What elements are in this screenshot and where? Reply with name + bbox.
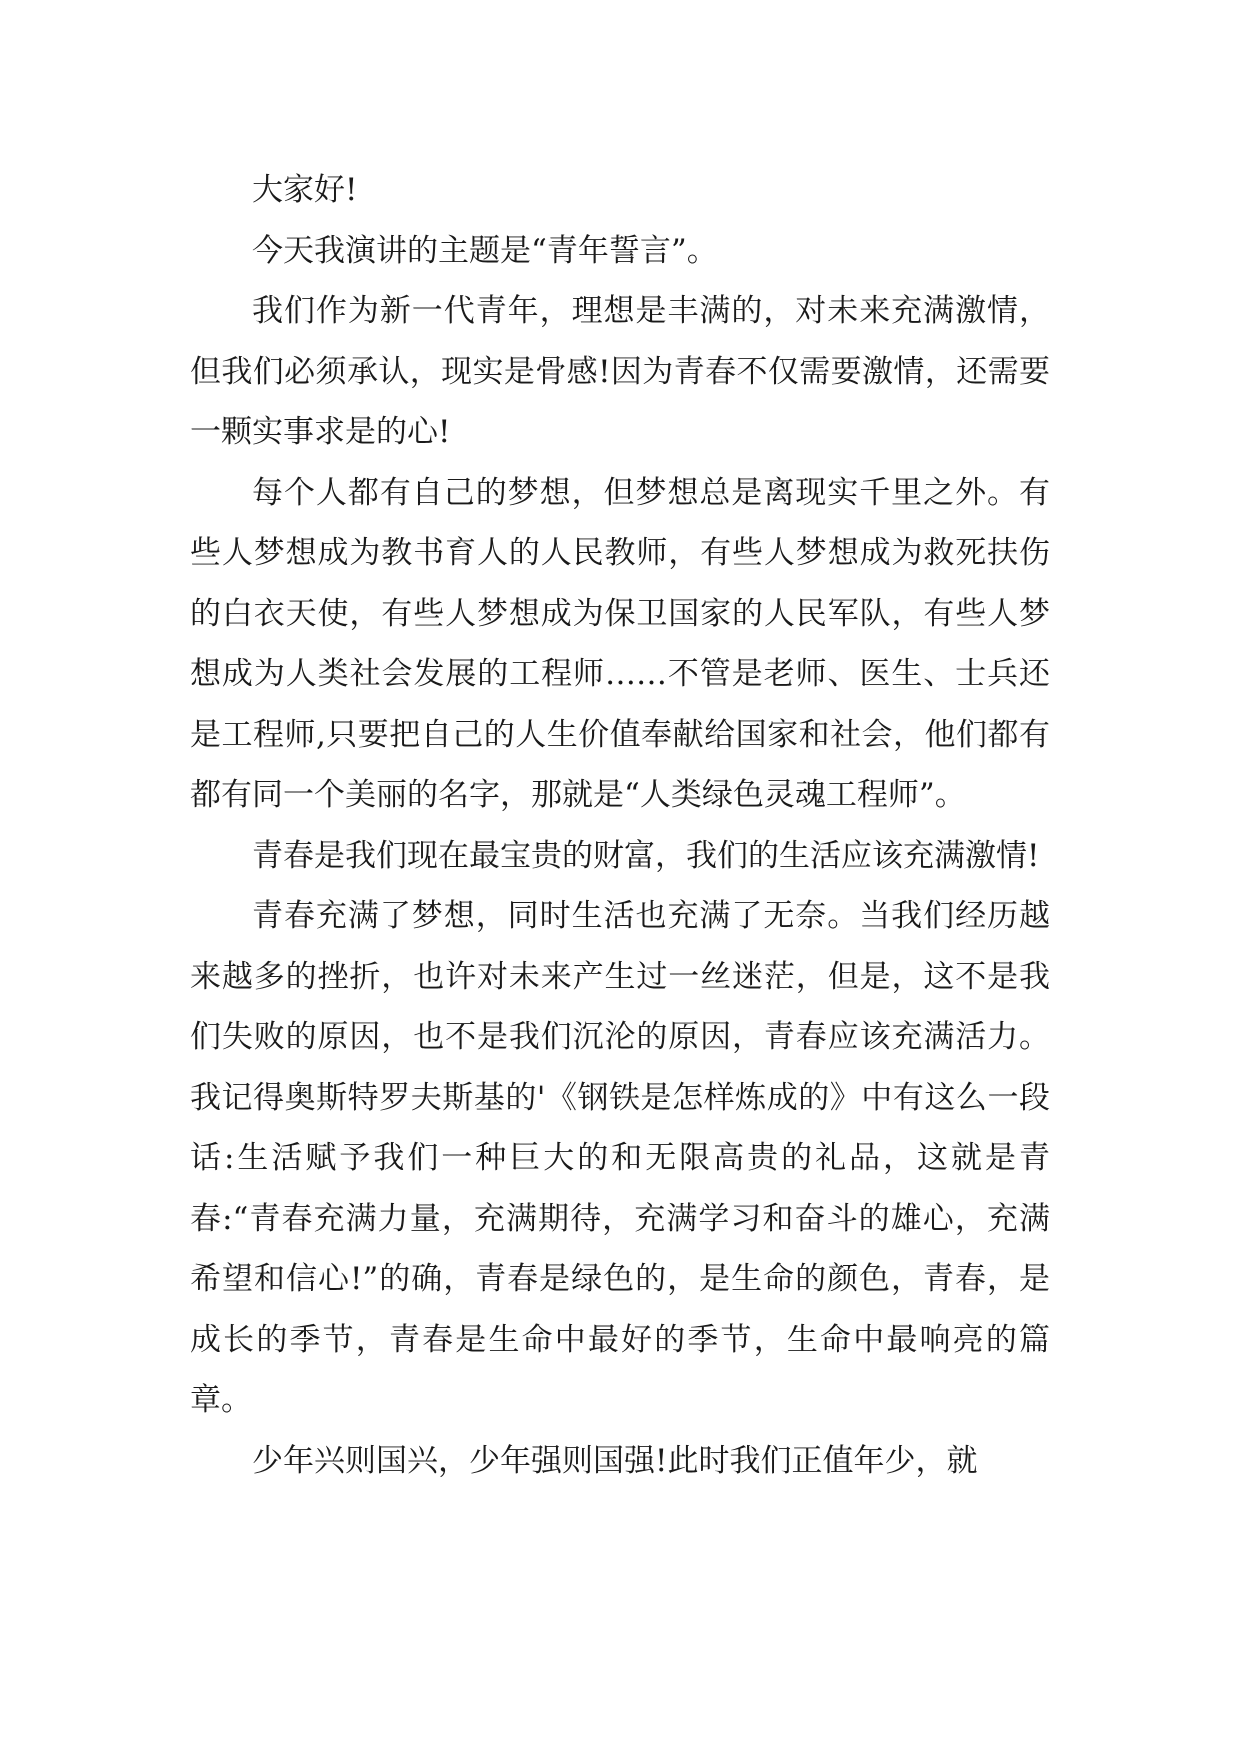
paragraph-youth-quote: 青春充满了梦想，同时生活也充满了无奈。当我们经历越来越多的挫折，也许对未来产生过一丝迷茫，但是，这不是我们失败的原因，也不是我们沉沦的原因，青春应该充满活力。我记得奥斯特罗夫斯基的'《钢铁是怎样炼成的》中有这么一段话:生活赋予我们一种巨大的和无限高贵的礼品，这就是青春:“青春充满力量，充满期待，充满学习和奋斗的雄心，充满希望和信心!”的确，青春是绿色的，是生命的颜色，青春，是成长的季节，青春是生命中最好的季节，生命中最响亮的篇章。 [190, 898, 1050, 1418]
paragraph-youth-wealth: 青春是我们现在最宝贵的财富，我们的生活应该充满激情! [252, 837, 1040, 874]
document-body [190, 160, 1050, 1491]
paragraph-topic: 今天我演讲的主题是“青年誓言”。 [252, 232, 718, 269]
paragraph-strong-youth: 少年兴则国兴，少年强则国强!此时我们正值年少，就 [252, 1442, 978, 1479]
paragraph-dreams: 每个人都有自己的梦想，但梦想总是离现实千里之外。有些人梦想成为教书育人的人民教师，有些人梦想成为救死扶伤的白衣天使，有些人梦想成为保卫国家的人民军队，有些人梦想成为人类社会发展的工程师……不管是老师、医生、士兵还是工程师,只要把自己的人生价值奉献给国家和社会，他们都有都有同一个美丽的名字，那就是“人类绿色灵魂工程师”。 [190, 474, 1050, 813]
paragraph-greeting: 大家好! [252, 172, 358, 208]
paragraph-ideals: 我们作为新一代青年，理想是丰满的，对未来充满激情，但我们必须承认，现实是骨感!因为青春不仅需要激情，还需要一颗实事求是的心! [190, 293, 1050, 450]
